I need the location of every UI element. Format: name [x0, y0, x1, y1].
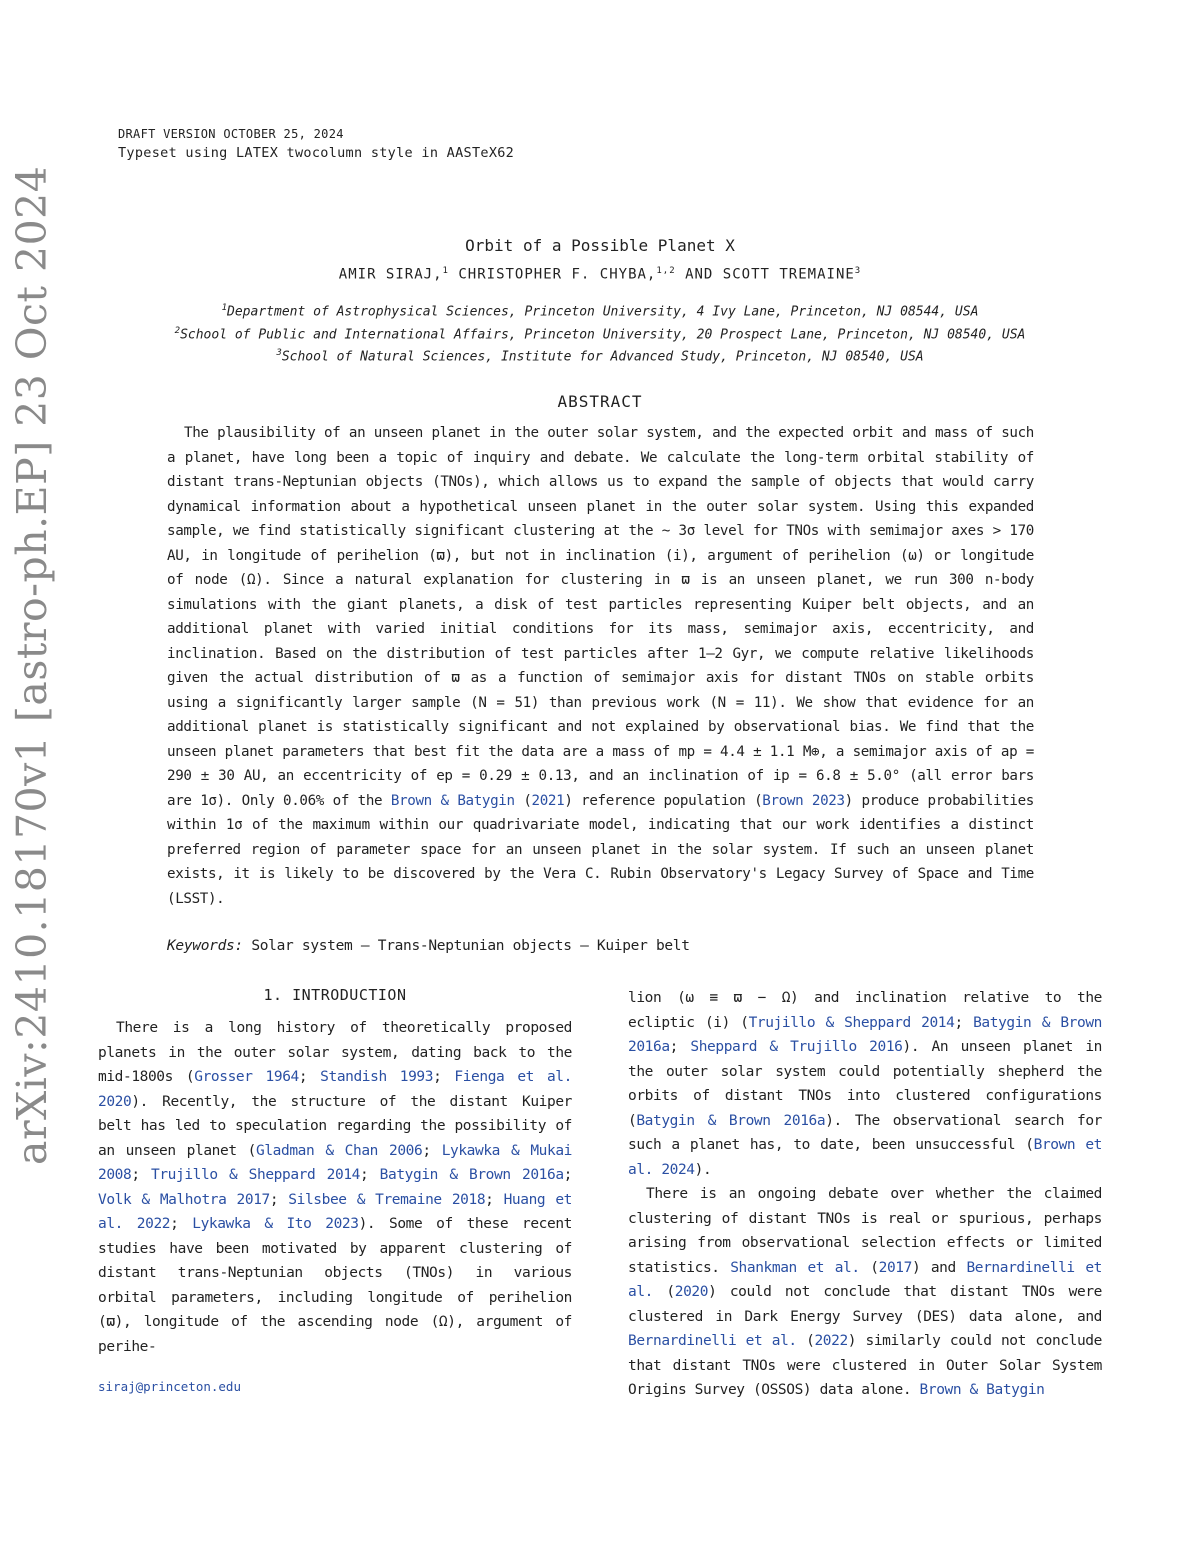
citation-separator: ; — [298, 1069, 321, 1085]
citation-link[interactable]: Batygin & Brown 2016a — [628, 1014, 1102, 1055]
draft-header — [118, 125, 514, 163]
citation-link[interactable]: Shankman et al. — [730, 1259, 860, 1276]
citation-link[interactable]: Sheppard & Trujillo 2016 — [690, 1039, 903, 1055]
body-text: ) could not conclude that distant TNOs were clustered in Dark Energy Survey (DES) data alone, and — [628, 1284, 1102, 1325]
citation-link[interactable]: 2017 — [878, 1259, 912, 1276]
keywords-label: Keywords: — [167, 938, 243, 954]
keywords — [167, 938, 690, 954]
citation-link[interactable]: Lykawka & Ito 2023 — [192, 1216, 359, 1232]
citation-link[interactable]: 2020 — [674, 1284, 709, 1300]
citation-link[interactable]: Grosser 1964 — [194, 1069, 299, 1085]
arxiv-stamp[interactable]: arXiv:2410.18170v1 [astro-ph.EP] 23 Oct 2024 — [8, 165, 56, 1165]
author-name: AND SCOTT TREMAINE — [685, 266, 855, 283]
abstract-paragraph — [167, 421, 1034, 911]
citation-link[interactable]: Volk & Malhotra 2017 — [98, 1191, 270, 1208]
citation-link[interactable]: Silsbee & Tremaine 2018 — [288, 1191, 486, 1208]
body-paragraph — [98, 1016, 572, 1359]
body-text: There is a long history of theoretically proposed planets in the outer solar system, dating back to the mid-1800s ( — [98, 1020, 572, 1085]
body-paragraph — [628, 986, 1102, 1182]
citation-separator: ( — [796, 1333, 815, 1349]
citation-link[interactable]: Batygin & Brown 2016a — [379, 1167, 564, 1183]
citation-separator: ; — [359, 1167, 380, 1183]
right-column — [628, 986, 1102, 1403]
citation-link[interactable]: Trujillo & Sheppard 2014 — [151, 1167, 360, 1183]
affiliation-text: Department of Astrophysical Sciences, Princeton University, 4 Ivy Lane, Princeton, NJ 08544, USA — [227, 304, 979, 320]
citation-link[interactable]: Brown 2023 — [762, 792, 845, 809]
citation-separator: ; — [669, 1039, 691, 1055]
affiliation — [0, 348, 1200, 364]
citation-link[interactable]: Bernardinelli et al. — [628, 1259, 1102, 1300]
author-name: CHRISTOPHER F. CHYBA, — [458, 266, 657, 283]
citation-link[interactable]: Batygin & Brown 2016a — [636, 1112, 826, 1129]
abstract-text: ) reference population ( — [564, 792, 763, 809]
body-text: ) similarly could not conclude that distant TNOs were clustered in Outer Solar System Origins Survey (OSSOS) data alone. — [628, 1333, 1102, 1398]
citation-link[interactable]: Lykawka & Mukai 2008 — [98, 1142, 573, 1183]
draft-version-line: DRAFT VERSION OCTOBER 25, 2024 — [118, 127, 344, 141]
citation-link[interactable]: 2021 — [531, 792, 565, 809]
citation-link[interactable]: Brown & Batygin — [919, 1382, 1045, 1398]
affiliation-number: 3 — [276, 348, 282, 358]
abstract-text: ) produce probabilities within 1σ of the maximum within our quadrivariate model, indicating that our work identifies a distinct preferred region of parameter space for an unseen planet in the solar system. If such an unseen planet exists, it is likely to be discovered by the Vera C. Rubin Observatory's Legacy Survey of Space and Time (LSST). — [167, 792, 1034, 907]
left-column — [98, 1016, 572, 1359]
author-affil-marker: 1,2 — [656, 266, 676, 276]
affiliation — [0, 326, 1200, 342]
paper-title: Orbit of a Possible Planet X — [465, 236, 735, 255]
body-text: There is an ongoing debate over whether the claimed clustering of distant TNOs is real or spurious, perhaps arising from observational selection effects or limited statistics. — [628, 1186, 1102, 1276]
citation-link[interactable]: Gladman & Chan 2006 — [256, 1142, 423, 1159]
author-affil-marker: 1 — [442, 266, 449, 276]
body-text: lion (ω ≡ ϖ − Ω) and inclination relative to the ecliptic (i) ( — [628, 990, 1102, 1031]
citation-link[interactable]: Fienga et al. 2020 — [98, 1069, 572, 1110]
citation-separator: ; — [131, 1167, 152, 1183]
body-text: ). Recently, the structure of the distant Kuiper belt has led to speculation regarding the possibility of an unseen planet ( — [98, 1093, 572, 1159]
affiliation-number: 1 — [221, 303, 228, 313]
affiliation-text: School of Natural Sciences, Institute for Advanced Study, Princeton, NJ 08540, USA — [281, 349, 924, 365]
author-email-link[interactable]: siraj@princeton.edu — [98, 1379, 241, 1394]
keywords-list: Solar system – Trans-Neptunian objects – Kuiper belt — [251, 938, 690, 954]
affiliation-text: School of Public and International Affairs, Princeton University, 20 Prospect Lane, Princeton, NJ 08540, USA — [180, 327, 1026, 343]
citation-link[interactable]: Standish 1993 — [320, 1069, 434, 1085]
citation-separator: ; — [563, 1167, 572, 1183]
author-name: AMIR SIRAJ, — [338, 266, 443, 283]
citation-separator: ; — [269, 1191, 289, 1208]
citation-separator: ; — [485, 1191, 504, 1208]
citation-link[interactable]: Trujillo & Sheppard 2014 — [748, 1014, 955, 1031]
abstract-body — [167, 421, 1034, 911]
citation-separator: ; — [433, 1069, 455, 1085]
author-affil-marker: 3 — [854, 266, 862, 276]
author-list — [0, 266, 1200, 283]
body-paragraph — [628, 1182, 1102, 1403]
citation-separator: ( — [653, 1284, 675, 1300]
abstract-text: ( — [514, 792, 532, 809]
citation-link[interactable]: Huang et al. 2022 — [98, 1191, 572, 1232]
citation-link[interactable]: Brown & Batygin — [390, 792, 515, 809]
citation-separator: ; — [170, 1216, 193, 1232]
affiliation-number: 2 — [174, 326, 181, 336]
citation-link[interactable]: 2022 — [814, 1333, 848, 1349]
typeset-line: Typeset using LATEX twocolumn style in AASTeX62 — [118, 145, 515, 161]
citation-separator: ; — [954, 1014, 974, 1031]
body-text: ). Some of these recent studies have been motivated by apparent clustering of distant trans-Neptunian objects (TNOs) in various orbital parameters, including longitude of perihelion (ϖ), longitude of the ascending node (Ω), argument of perihe- — [98, 1216, 572, 1355]
section-heading-introduction: 1. INTRODUCTION — [263, 986, 407, 1004]
body-text: ). The observational search for such a planet has, to date, been unsuccessful ( — [628, 1112, 1102, 1153]
body-text: ). — [694, 1161, 712, 1178]
body-text: ). An unseen planet in the outer solar system could potentially shepherd the orbits of distant TNOs into clustered configurations ( — [628, 1039, 1102, 1129]
citation-link[interactable]: Brown et al. 2024 — [628, 1137, 1103, 1178]
body-text: ) and — [911, 1259, 967, 1276]
abstract-heading: ABSTRACT — [557, 392, 643, 411]
affiliation — [0, 303, 1200, 319]
citation-link[interactable]: Bernardinelli et al. — [628, 1333, 797, 1349]
citation-separator: ( — [859, 1259, 879, 1276]
citation-separator: ; — [422, 1142, 442, 1159]
abstract-text: The plausibility of an unseen planet in the outer solar system, and the expected orbit and mass of such a planet, have long been a topic of inquiry and debate. We calculate the long-term orbital stability of distant trans-Neptunian objects (TNOs), which allows us to expand the sample of objects that would carry dynamical information about a hypothetical unseen planet in the outer solar system. Using this expanded sample, we find statistically significant clustering at the ~ 3σ level for TNOs with semimajor axes > 170 AU, in longitude of perihelion (ϖ), but not in inclination (i), argument of perihelion (ω) or longitude of node (Ω). Since a natural explanation for clustering in ϖ is an unseen planet, we run 300 n-body simulations with the giant planets, a disk of test particles representing Kuiper belt objects, and an additional planet with varied initial conditions for its mass, semimajor axis, eccentricity, and inclination. Based on the distribution of test particles after 1–2 Gyr, we compute relative likelihoods given the actual distribution of ϖ as a function of semimajor axis for distant TNOs on stable orbits using a significantly larger sample (N = 51) than previous work (N = 11). We show that evidence for an additional planet is statistically significant and not explained by observational bias. We find that the unseen planet parameters that best fit the data are a mass of mp = 4.4 ± 1.1 M⊕, a semimajor axis of ap = 290 ± 30 AU, an eccentricity of ep = 0.29 ± 0.13, and an inclination of ip = 6.8 ± 5.0° (all error bars are 1σ). Only 0.06% of the — [167, 425, 1034, 809]
